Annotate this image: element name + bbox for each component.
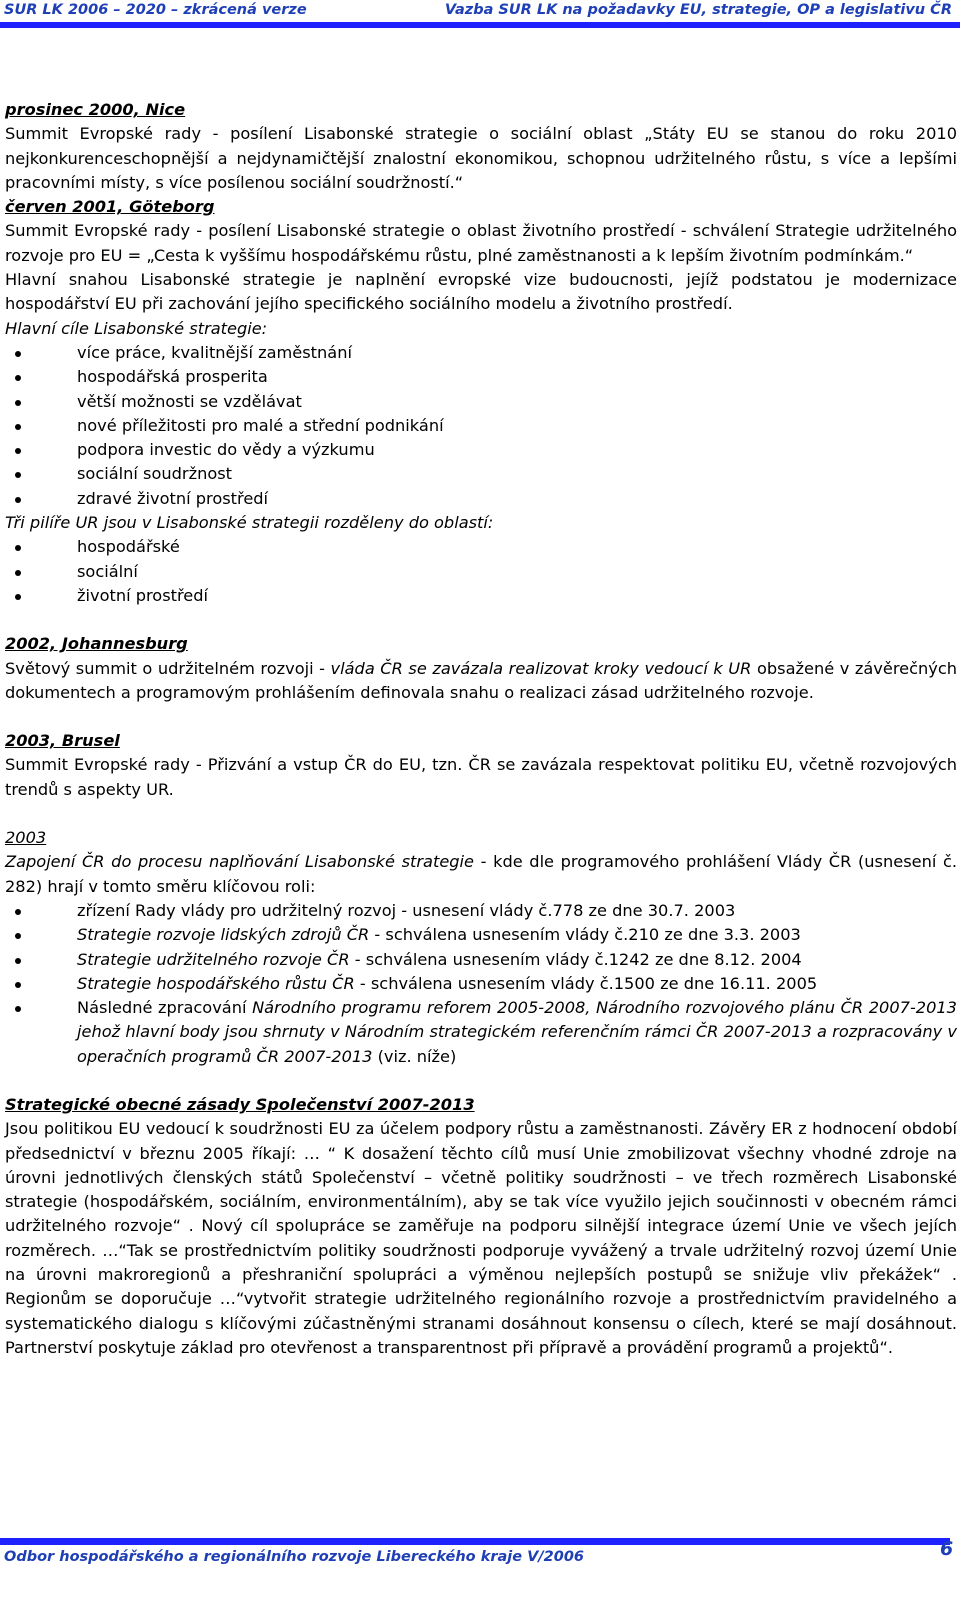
paragraph-strategic-guidelines: Jsou politikou EU vedoucí k soudržnosti EU za účelem podpory růstu a zaměstnanosti. Závěry ER z hodnocení období předsednictví v březnu 2005 říkají: … “ K dosažení těchto cílů musí Unie zmobilizovat všechny vhodné zdroje na úrovni jednotlivých členských států Společenství – včetně politiky soudržnosti – ve třech rozměrech Lisabonské strategie (hospodářském, sociálním, environmentálním), aby se tak více využilo jejich součinnosti v obecném rámci udržitelného rozvoje“ . Nový cíl spolupráce se zaměřuje na podporu silnější integrace území Unie ve všech jejích rozměrech. …“Tak se prostřednictvím politiky soudržnosti podporuje vyvážený a trvale udržitelný rozvoj území Unie na úrovni makroregionů a přeshraniční spolupráci a výměnou nejlepších postupů se snižuje vliv překážek“ . Regionům se doporučuje …“vytvořit strategie udržitelného regionálního rozvoje a prostřednictvím pravidelného a systematického dialogu s klíčovými zúčastněnými stranami dosáhnout konsensu o cílech, které se mají dosáhnout. Partnerství poskytuje základ pro otevřenost a transparentnost při přípravě a provádění programů a projektů“. (5, 1119, 957, 1357)
footer-rule (0, 1538, 950, 1545)
strategies-list (5, 899, 957, 1069)
footer-text: Odbor hospodářského a regionálního rozvoje Libereckého kraje V/2006 (4, 1549, 584, 1565)
list-item: zřízení Rady vlády pro udržitelný rozvoj - usnesení vlády č.778 ze dne 30.7. 2003 (5, 899, 957, 923)
goals-list (5, 341, 957, 511)
list-item: životní prostředí (5, 584, 957, 608)
goals-title: Hlavní cíle Lisabonské strategie: (5, 318, 268, 338)
paragraph-goteborg: Summit Evropské rady - posílení Lisabonské strategie o oblast životního prostředí - schválení Strategie udržitelného rozvoje pro EU = „Cesta k vyššímu hospodářskému růstu, plné zaměstnanosti a k lepším životním podmínkám.“ (5, 221, 957, 265)
header-rule (0, 22, 960, 28)
page-header (0, 0, 960, 28)
page-footer (0, 1538, 960, 1578)
paragraph-nice: Summit Evropské rady - posílení Lisabonské strategie o sociální oblast „Státy EU se stanou do roku 2010 nejkonkurenceschopnější a nejdynamičtější znalostní ekonomikou, schopnou udržitelného růstu, s více a lepšími pracovními místy, s více posílenou sociální soudržností.“ (5, 124, 957, 192)
list-item: Strategie hospodářského růstu ČR - schválena usnesením vlády č.1500 ze dne 16.11. 2005 (5, 972, 957, 996)
list-item: hospodářské (5, 535, 957, 559)
header-right-title: Vazba SUR LK na požadavky EU, strategie, OP a legislativu ČR (444, 2, 952, 18)
paragraph-2003-intro: Zapojení ČR do procesu naplňování Lisabonské strategie - kde dle programového prohlášení Vlády ČR (usnesení č. 282) hrají v tomto směru klíčovou roli: (5, 852, 957, 896)
heading-nice-2000: prosinec 2000, Nice (5, 100, 186, 119)
header-left-title: SUR LK 2006 – 2020 – zkrácená verze (4, 2, 307, 18)
list-item: zdravé životní prostředí (5, 487, 957, 511)
paragraph-brusel: Summit Evropské rady - Přizvání a vstup ČR do EU, tzn. ČR se zavázala respektovat politiku EU, včetně rozvojových trendů s aspekty UR. (5, 755, 957, 799)
list-item: Následné zpracování Národního programu reforem 2005-2008, Národního rozvojového plánu ČR 2007-2013 jehož hlavní body jsou shrnuty v Národním strategickém referenčním rámci ČR 2007-2013 a rozpracovány v operačních programů ČR 2007-2013 (viz. níže) (5, 996, 957, 1069)
list-item: sociální (5, 560, 957, 584)
document-body (5, 98, 957, 1360)
heading-2003: 2003 (5, 828, 47, 848)
list-item: hospodářská prosperita (5, 365, 957, 389)
page-number: 6 (940, 1538, 954, 1560)
heading-brusel-2003: 2003, Brusel (5, 731, 120, 751)
list-item: více práce, kvalitnější zaměstnání (5, 341, 957, 365)
heading-goteborg-2001: červen 2001, Göteborg (5, 197, 215, 217)
heading-johannesburg-2002: 2002, Johannesburg (5, 634, 188, 654)
list-item: podpora investic do vědy a výzkumu (5, 438, 957, 462)
paragraph-johannesburg: Světový summit o udržitelném rozvoji - vláda ČR se zavázala realizovat kroky vedoucí k UR obsažené v závěrečných dokumentech a programovým prohlášením definovala snahu o realizaci zásad udržitelného rozvoje. (5, 658, 957, 702)
list-item: sociální soudržnost (5, 462, 957, 486)
pillars-title: Tři pilíře UR jsou v Lisabonské strategii rozděleny do oblastí: (5, 513, 494, 533)
list-item: Strategie udržitelného rozvoje ČR - schválena usnesením vlády č.1242 ze dne 8.12. 2004 (5, 948, 957, 972)
heading-strategic-guidelines: Strategické obecné zásady Společenství 2007-2013 (5, 1094, 475, 1114)
pillars-list (5, 535, 957, 608)
list-item: Strategie rozvoje lidských zdrojů ČR - schválena usnesením vlády č.210 ze dne 3.3. 2003 (5, 923, 957, 947)
list-item: větší možnosti se vzdělávat (5, 390, 957, 414)
paragraph-lisbon-aim: Hlavní snahou Lisabonské strategie je naplnění evropské vize budoucnosti, jejíž podstatou je modernizace hospodářství EU při zachování jejího specifického sociálního modelu a životního prostředí. (5, 270, 957, 314)
list-item: nové příležitosti pro malé a střední podnikání (5, 414, 957, 438)
